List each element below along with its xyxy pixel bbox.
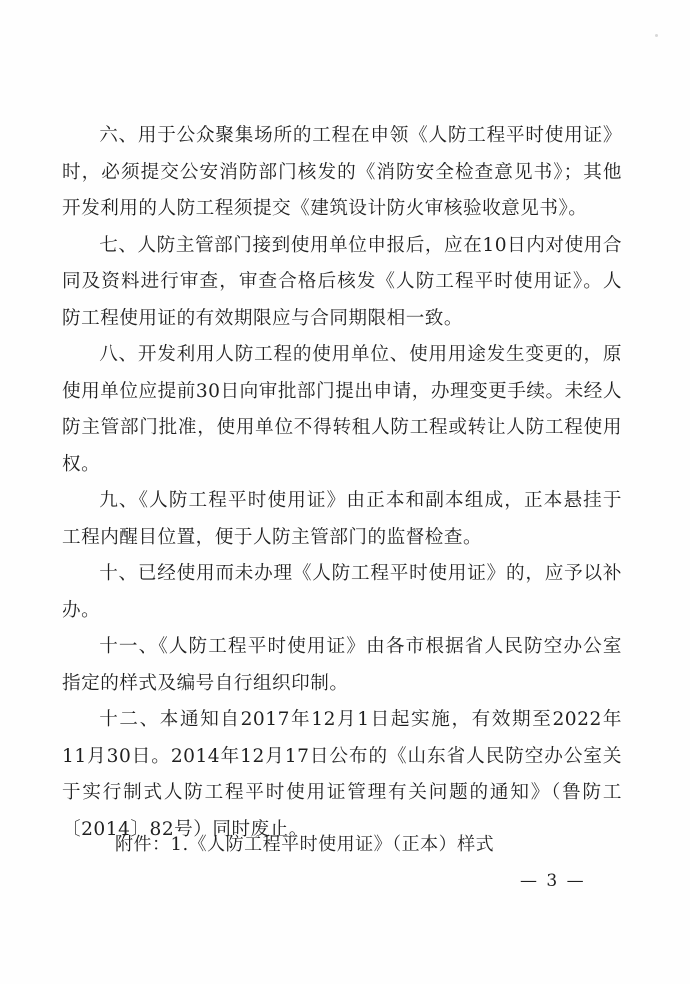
paragraph-item-7: 七、人防主管部门接到使用单位申报后，应在10日内对使用合同及资料进行审查，审查合格后核发《人防工程平时使用证》。人防工程使用证的有效期限应与合同期限相一致。 — [62, 234, 622, 329]
paragraph-item-10: 十、已经使用而未办理《人防工程平时使用证》的，应予以补办。 — [62, 563, 622, 621]
paragraph-item-9: 九、《人防工程平时使用证》由正本和副本组成，正本悬挂于工程内醒目位置，便于人防主管部门的监督检查。 — [62, 490, 622, 548]
attachment-line: 附件：1.《人防工程平时使用证》（正本）样式 — [115, 834, 495, 855]
document-body — [62, 118, 622, 848]
scan-speck — [655, 34, 658, 37]
paragraph-item-12: 十二、本通知自2017年12月1日起实施，有效期至2022年11月30日。2014年12月17日公布的《山东省人民防空办公室关于实行制式人防工程平时使用证管理有关问题的通知》（鲁防工〔2014〕82号）同时废止。 — [62, 709, 622, 840]
paragraph-item-8: 八、开发利用人防工程的使用单位、使用用途发生变更的，原使用单位应提前30日向审批部门提出申请，办理变更手续。未经人防主管部门批准，使用单位不得转租人防工程或转让人防工程使用权。 — [62, 344, 622, 475]
paragraph-item-6: 六、用于公众聚集场所的工程在申领《人防工程平时使用证》时，必须提交公安消防部门核发的《消防安全检查意见书》；其他开发利用的人防工程须提交《建筑设计防火审核验收意见书》。 — [62, 125, 622, 219]
paragraph-item-11: 十一、《人防工程平时使用证》由各市根据省人民防空办公室指定的样式及编号自行组织印制。 — [62, 636, 622, 694]
page-number: — 3 — — [520, 871, 586, 891]
